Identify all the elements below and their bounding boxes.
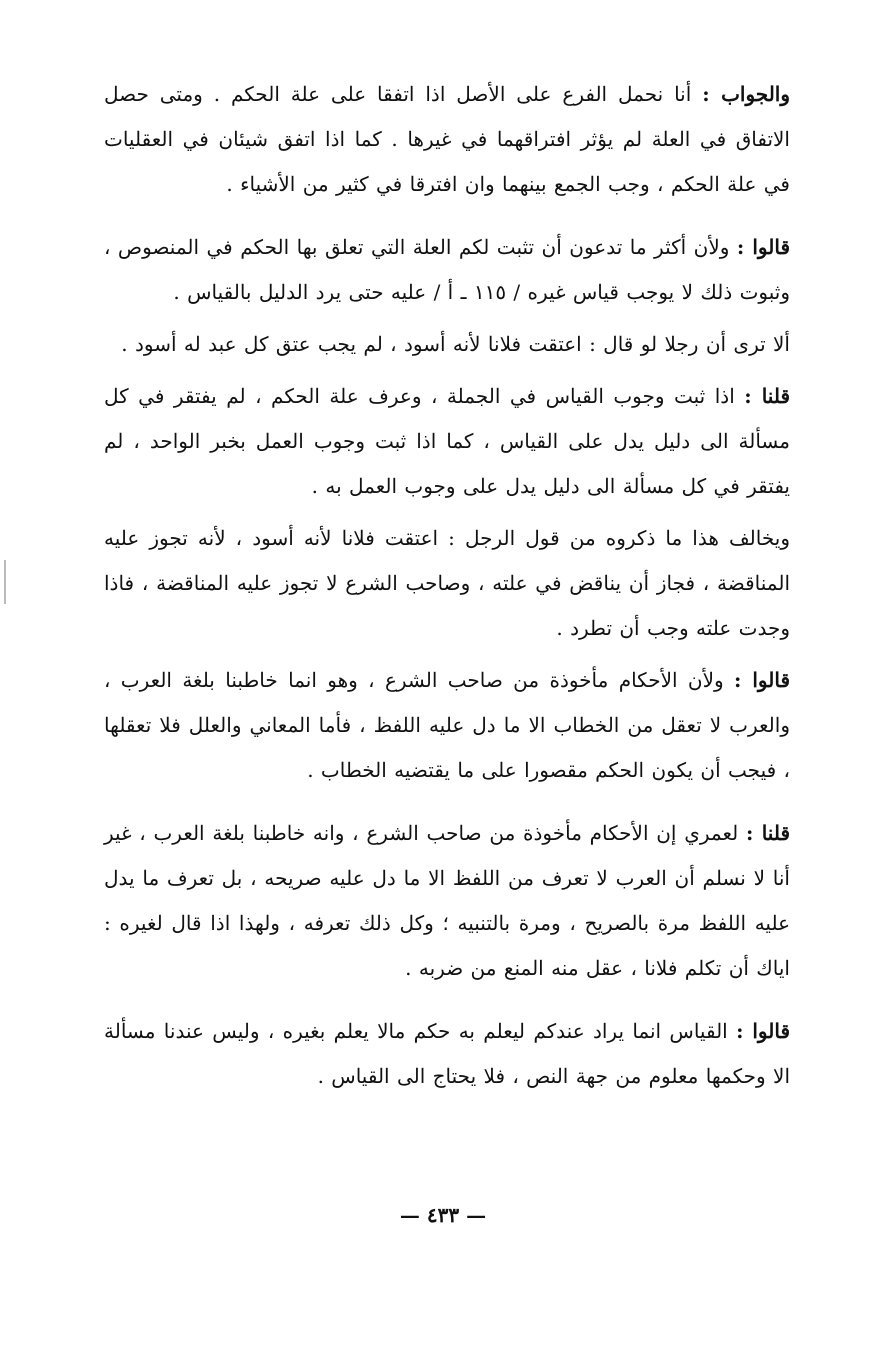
paragraph-example bbox=[104, 322, 790, 367]
paragraph-lead: قالوا : bbox=[736, 1019, 791, 1043]
paragraph-answer bbox=[104, 72, 790, 207]
paragraph-reply bbox=[104, 811, 790, 991]
page-body bbox=[104, 72, 790, 1099]
paragraph-gap bbox=[104, 651, 790, 658]
paragraph-text: ويخالف هذا ما ذكروه من قول الرجل : اعتقت فلانا لأنه أسود ، لأنه تجوز عليه المناقضة ، فجاز أن يناقض في علته ، وصاحب الشرع لا تجوز عليه المناقضة ، فاذا وجدت علته وجب أن تطرد . bbox=[104, 526, 790, 640]
paragraph-objection bbox=[104, 225, 790, 315]
scan-edge-mark bbox=[4, 560, 6, 604]
paragraph-lead: والجواب : bbox=[702, 82, 790, 106]
paragraph-objection bbox=[104, 1009, 790, 1099]
page-number: — ٤٣٣ — bbox=[399, 1203, 487, 1227]
paragraph-lead: قلنا : bbox=[744, 384, 791, 408]
paragraph-text: القياس انما يراد عندكم ليعلم به حكم مالا يعلم بغيره ، وليس عندنا مسألة الا وحكمها معلوم من جهة النص ، فلا يحتاج الى القياس . bbox=[104, 1019, 790, 1088]
paragraph-lead: قالوا : bbox=[734, 668, 791, 692]
paragraph-gap bbox=[104, 315, 790, 322]
paragraph-text: اذا ثبت وجوب القياس في الجملة ، وعرف علة الحكم ، لم يفتقر في كل مسألة الى دليل يدل على القياس ، كما اذا ثبت وجوب العمل بخبر الواحد ، لم يفتقر في كل مسألة الى دليل يدل على وجوب العمل به . bbox=[104, 384, 790, 498]
paragraph-text: لعمري إن الأحكام مأخوذة من صاحب الشرع ، وانه خاطبنا بلغة العرب ، غير أنا لا نسلم أن العرب لا تعرف من اللفظ الا ما دل عليه صريحه ، بل تعرف ما يدل عليه اللفظ مرة بالصريح ، ومرة بالتنبيه ؛ وكل ذلك تعرفه ، ولهذا اذا قال لغيره : اياك أن تكلم فلانا ، عقل منه المنع من ضربه . bbox=[104, 821, 790, 980]
paragraph-text: أنا نحمل الفرع على الأصل اذا اتفقا على علة الحكم . ومتى حصل الاتفاق في العلة لم يؤثر افتراقهما في غيرها . كما اذا اتفق شيئان في العقليات في علة الحكم ، وجب الجمع بينهما وان افترقا في كثير من الأشياء . bbox=[104, 82, 790, 196]
paragraph-lead: قالوا : bbox=[736, 235, 791, 259]
paragraph-gap bbox=[104, 991, 790, 1009]
paragraph-text: ألا ترى أن رجلا لو قال : اعتقت فلانا لأنه أسود ، لم يجب عتق كل عبد له أسود . bbox=[121, 332, 790, 356]
paragraph-gap bbox=[104, 509, 790, 516]
paragraph-distinction bbox=[104, 516, 790, 651]
paragraph-text: ولأن الأحكام مأخوذة من صاحب الشرع ، وهو انما خاطبنا بلغة العرب ، والعرب لا تعقل من الخطاب الا ما دل عليه اللفظ ، فأما المعاني والعلل فلا تعقلها ، فيجب أن يكون الحكم مقصورا على ما يقتضيه الخطاب . bbox=[104, 668, 790, 782]
paragraph-gap bbox=[104, 207, 790, 225]
paragraph-gap bbox=[104, 793, 790, 811]
paragraph-reply bbox=[104, 374, 790, 509]
paragraph-text: ولأن أكثر ما تدعون أن تثبت لكم العلة التي تعلق بها الحكم في المنصوص ، وثبوت ذلك لا يوجب قياس غيره / ١١٥ ـ أ / عليه حتى يرد الدليل بالقياس . bbox=[104, 235, 790, 304]
paragraph-gap bbox=[104, 367, 790, 374]
paragraph-lead: قلنا : bbox=[745, 821, 791, 845]
paragraph-objection bbox=[104, 658, 790, 793]
